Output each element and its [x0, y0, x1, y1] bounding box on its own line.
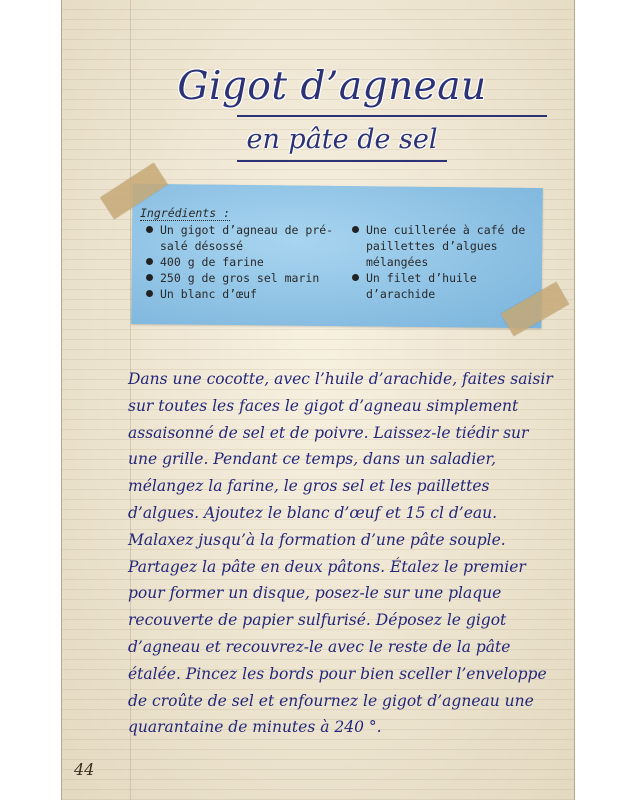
instruction-line: une grille. Pendant ce temps, dans un saladier,	[128, 450, 497, 469]
ingredient-item: Un filet d’huile d’arachide	[350, 270, 540, 302]
ingredient-item: 400 g de farine	[144, 254, 344, 270]
instruction-line: étalée. Pincez les bords pour bien sceller l’enveloppe	[128, 664, 547, 683]
instruction-line: Malaxez jusqu’à la formation d’une pâte souple.	[128, 530, 506, 549]
instruction-line: sur toutes les faces le gigot d’agneau simplement	[128, 396, 519, 415]
instruction-line: quarantaine de minutes à 240 °.	[128, 718, 382, 737]
recipe-page	[61, 0, 575, 800]
ingredient-item: 250 g de gros sel marin	[144, 270, 344, 286]
ingredient-item: Un blanc d’œuf	[144, 286, 344, 302]
instruction-line: de croûte de sel et enfournez le gigot d’agneau une	[128, 691, 534, 710]
subtitle-underline	[237, 160, 447, 162]
recipe-title: Gigot d’agneau	[177, 64, 487, 109]
ingredients-list-left	[144, 222, 344, 302]
ingredients-heading: Ingrédients :	[140, 206, 231, 220]
instruction-line: d’algues. Ajoutez le blanc d’œuf et 15 cl d’eau.	[128, 503, 498, 522]
instruction-line: recouverte de papier sulfurisé. Déposez le gigot	[128, 611, 507, 630]
instruction-line: d’agneau et recouvrez-le avec le reste de la pâte	[128, 637, 511, 656]
instruction-line: Dans une cocotte, avec l’huile d’arachide, faites saisir	[128, 370, 553, 388]
instruction-line: mélangez la farine, le gros sel et les paillettes	[128, 477, 490, 496]
title-underline	[237, 115, 547, 117]
recipe-subtitle: en pâte de sel	[246, 124, 438, 155]
instruction-line: Partagez la pâte en deux pâtons. Étalez le premier	[128, 557, 526, 576]
instructions-text	[128, 366, 558, 741]
ingredient-item: Une cuillerée à café de paillettes d’algues mélangées	[350, 222, 540, 270]
ingredient-item: Un gigot d’agneau de pré-salé désossé	[144, 222, 344, 254]
page-number: 44	[74, 760, 95, 779]
instruction-line: pour former un disque, posez-le sur une plaque	[128, 584, 502, 603]
ingredients-list-right	[350, 222, 540, 302]
instruction-line: assaisonné de sel et de poivre. Laissez-le tiédir sur	[128, 423, 529, 442]
